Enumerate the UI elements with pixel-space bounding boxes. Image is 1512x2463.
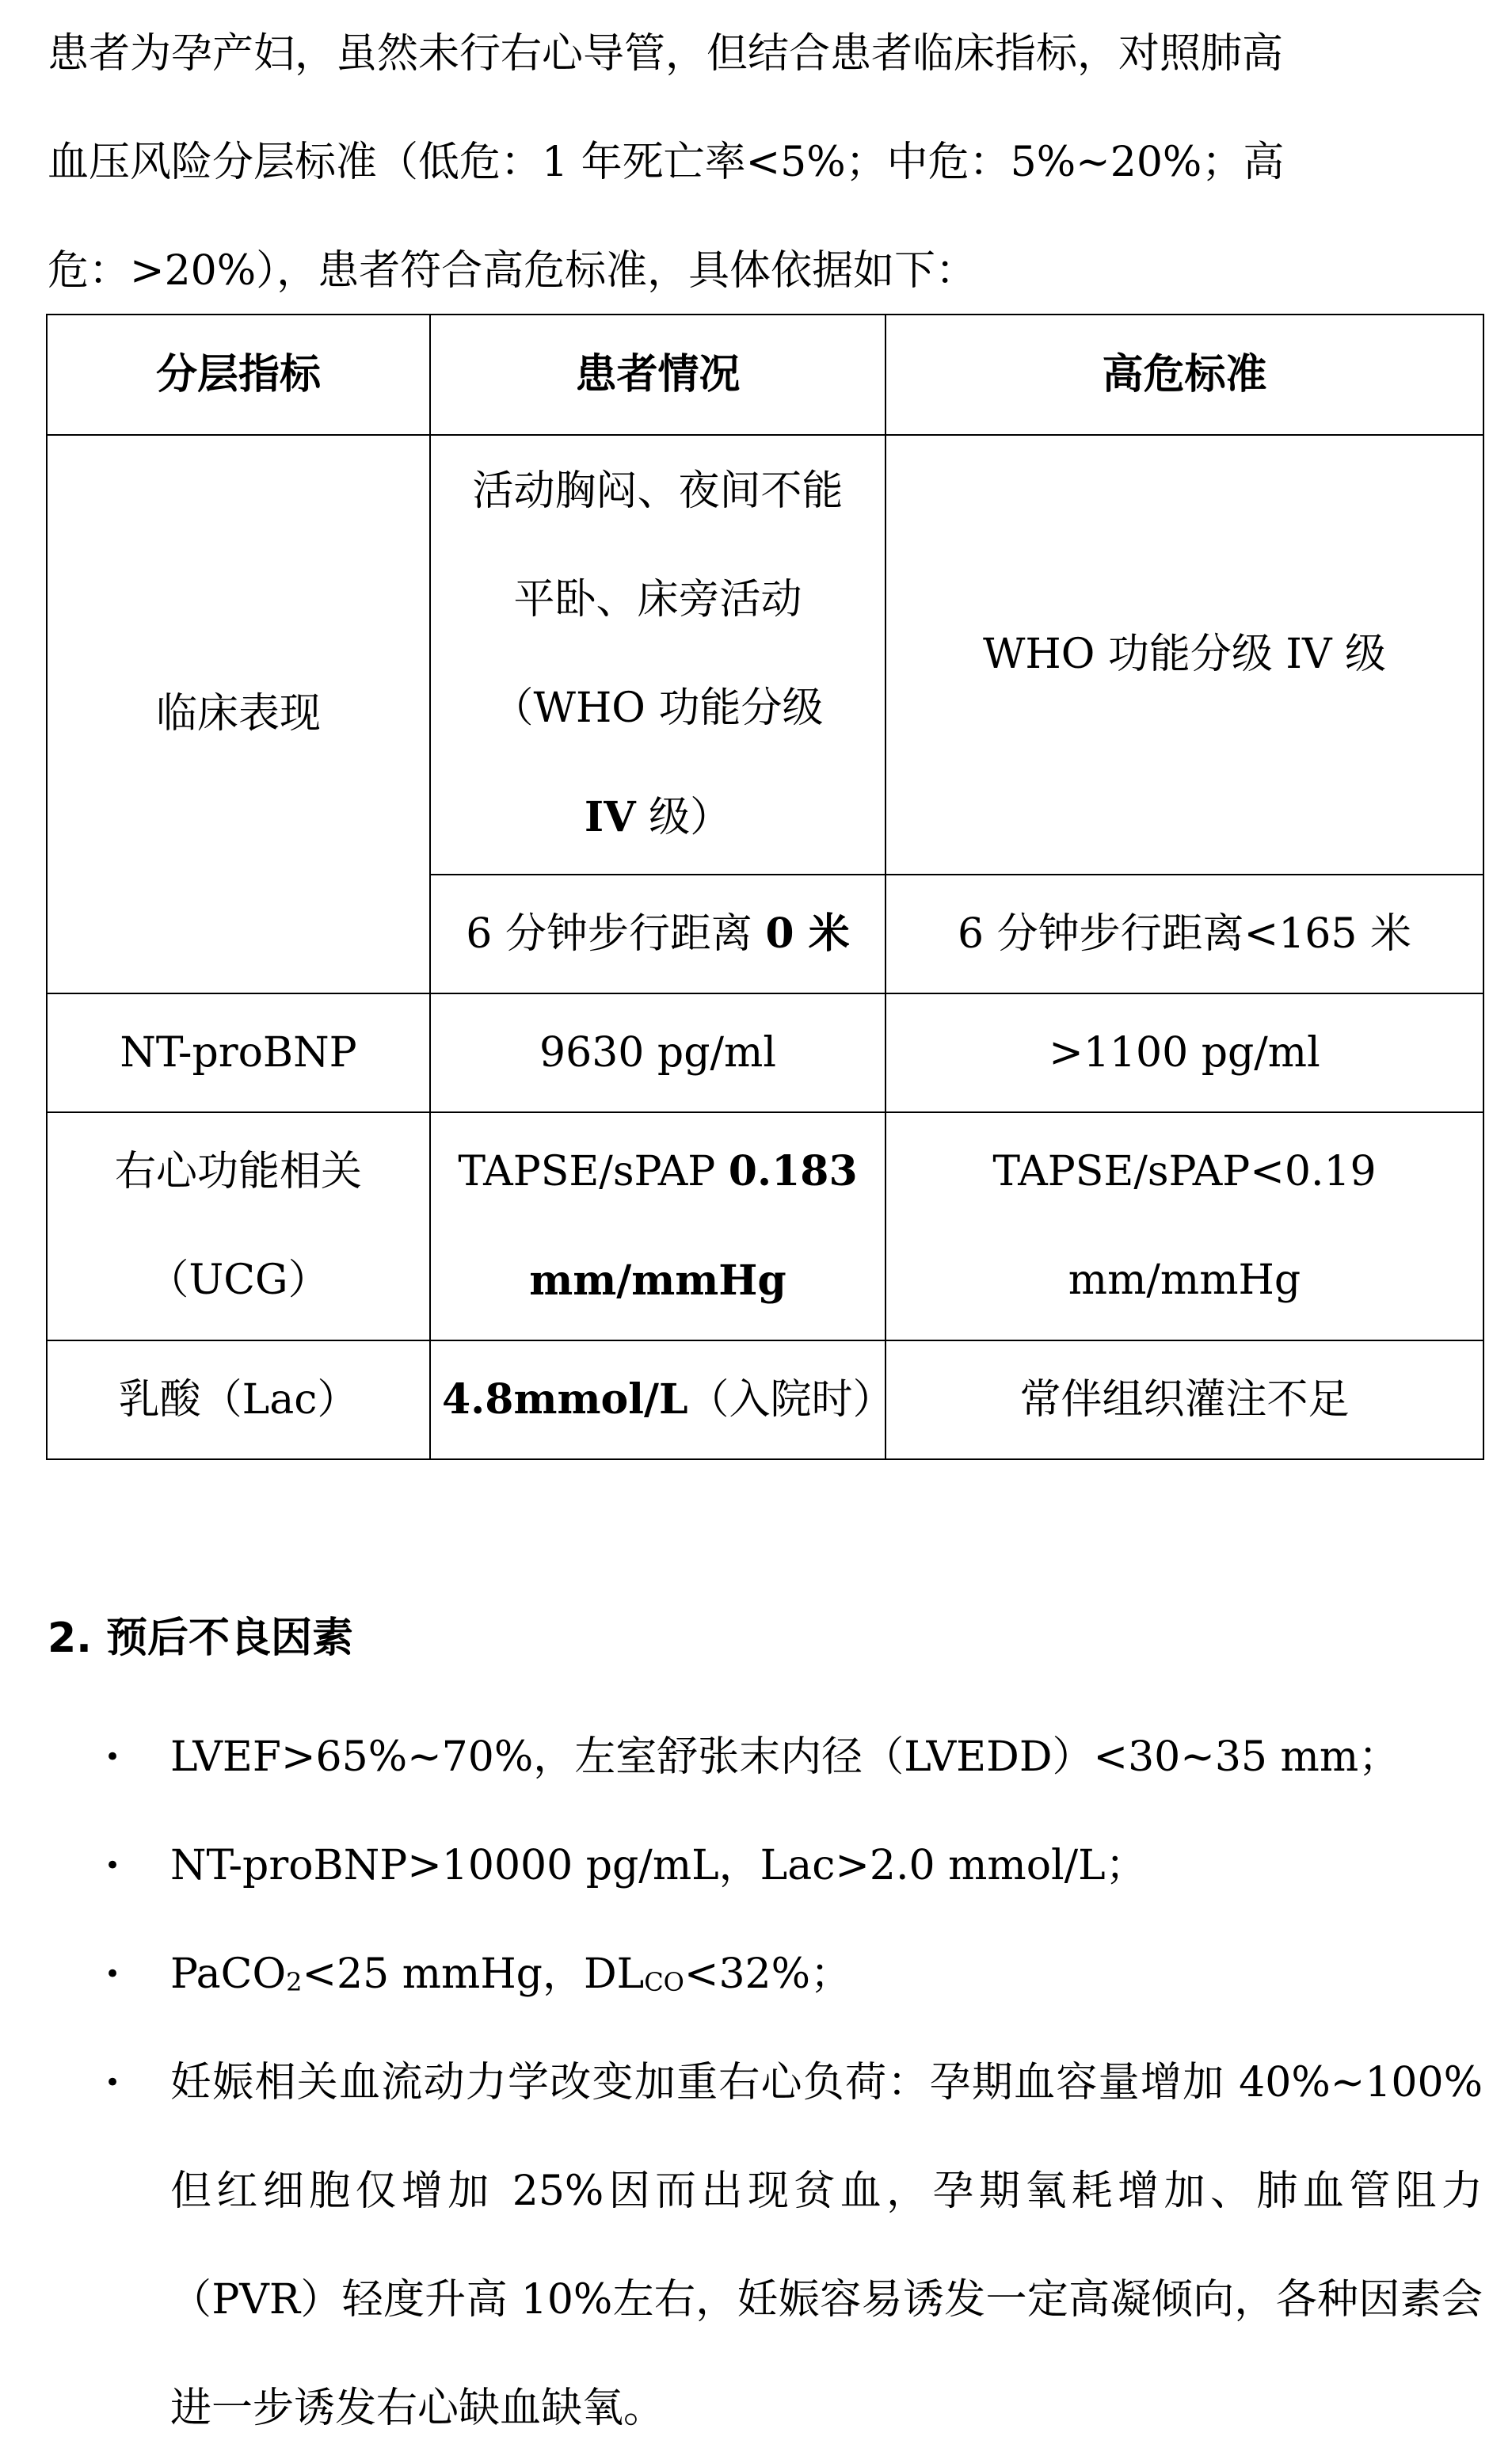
intro-line-3: 危：>20%），患者符合高危标准，具体依据如下： (48, 247, 977, 295)
intro-line-1: 患者为孕产妇，虽然未行右心导管，但结合患者临床指标，对照肺高 (48, 30, 1284, 78)
section-title-text: 预后不良因素 (106, 1615, 354, 1662)
table-row-bnp (47, 993, 1483, 1112)
cell-walk-standard: 6 分钟步行距离<165 米 (885, 875, 1483, 993)
prognosis-factor-list (48, 1703, 1483, 2463)
cell-walk-patient (430, 875, 885, 993)
risk-stratification-table (46, 314, 1484, 1460)
list-item (48, 1703, 1483, 1812)
list-item (48, 1812, 1483, 1920)
walk-patient-value: 0 米 (765, 909, 850, 958)
header-standard: 高危标准 (885, 315, 1483, 435)
header-patient: 患者情况 (430, 315, 885, 435)
table-row-clinical (47, 435, 1483, 875)
cell-lac-indicator: 乳酸（Lac） (47, 1340, 430, 1459)
clinical-patient-end: 级） (635, 794, 732, 841)
rv-standard-line2: mm/mmHg (1068, 1256, 1301, 1304)
rv-standard-line1: TAPSE/sPAP<0.19 (992, 1148, 1377, 1195)
cell-clinical-standard: WHO 功能分级 IV 级 (885, 435, 1483, 875)
section-number: 2. (48, 1615, 92, 1662)
factor-subscript-2: 2 (286, 1967, 303, 1997)
cell-lac-patient (430, 1340, 894, 1459)
cell-bnp-standard: >1100 pg/ml (885, 993, 1483, 1112)
section-title (48, 1584, 353, 1693)
cell-rv-standard (885, 1112, 1483, 1340)
factor-text-c: <32%； (684, 1950, 852, 1998)
factor-text-b: <25 mmHg，DL (302, 1950, 645, 1998)
cell-bnp-patient: 9630 pg/ml (430, 993, 885, 1112)
rv-patient-label: TAPSE/sPAP (458, 1148, 729, 1195)
intro-line-2: 血压风险分层标准（低危：1 年死亡率<5%；中危：5%~20%；高 (48, 139, 1285, 186)
bullet-icon: • (105, 1850, 121, 1882)
lac-patient-note: （入院时） (687, 1376, 894, 1424)
bullet-icon: • (105, 1741, 121, 1773)
table-header-row (47, 315, 1483, 435)
cell-bnp-indicator: NT-proBNP (47, 993, 430, 1112)
factor-subscript-co: CO (644, 1967, 684, 1997)
list-item (48, 2029, 1483, 2463)
intro-paragraph (48, 0, 1489, 326)
factor-text: LVEF>65%~70%，左室舒张末内径（LVEDD）<30~35 mm； (170, 1733, 1400, 1781)
factor-text-a: PaCO (170, 1950, 287, 1998)
rv-indicator-line1: 右心功能相关 (114, 1148, 362, 1195)
rv-indicator-line2: （UCG） (147, 1256, 329, 1304)
clinical-patient-class: IV (584, 793, 636, 841)
cell-clinical-patient (430, 435, 885, 875)
rv-patient-value: 0.183 (728, 1147, 858, 1195)
clinical-patient-symptoms: 活动胸闷、夜间不能平卧、床旁活动（WHO 功能分级 (472, 467, 844, 732)
bullet-icon: • (105, 1958, 121, 1990)
cell-rv-indicator (47, 1112, 430, 1340)
header-indicator: 分层指标 (47, 315, 430, 435)
cell-lac-standard: 常伴组织灌注不足 (885, 1340, 1483, 1459)
cell-clinical-indicator: 临床表现 (47, 435, 430, 993)
rv-patient-unit: mm/mmHg (529, 1256, 786, 1305)
cell-rv-patient (430, 1112, 885, 1340)
factor-text: 妊娠相关血流动力学改变加重右心负荷：孕期血容量增加 40%~100%但红细胞仅增加 25%因而出现贫血，孕期氧耗增加、肺血管阻力（PVR）轻度升高 10%左右，妊娠容易诱发一定高凝倾向，各种因素会进一步诱发右心缺血缺氧。 (170, 2059, 1483, 2432)
bullet-icon: • (105, 2067, 121, 2099)
table-row-rv (47, 1112, 1483, 1340)
walk-patient-label: 6 分钟步行距离 (466, 910, 766, 958)
table-row-lac (47, 1340, 1483, 1459)
factor-text: NT-proBNP>10000 pg/mL，Lac>2.0 mmol/L； (170, 1842, 1147, 1889)
lac-patient-value: 4.8mmol/L (442, 1375, 688, 1424)
list-item (48, 1920, 1483, 2029)
